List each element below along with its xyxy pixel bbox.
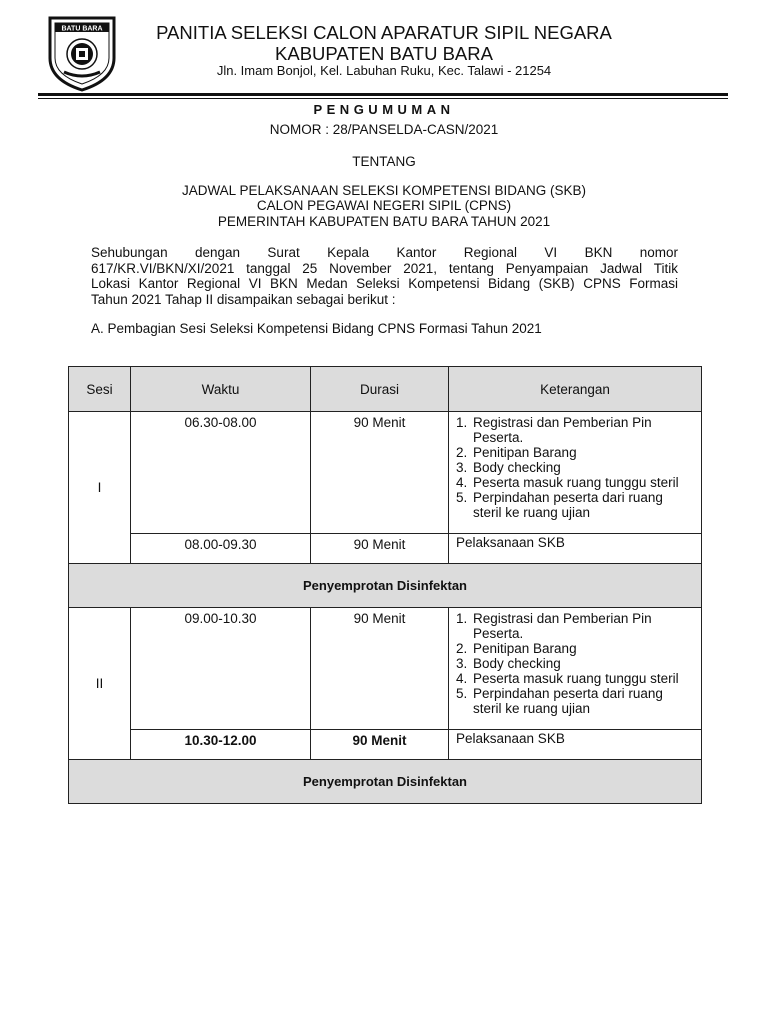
list-item: 5. Perpindahan peserta dari ruang steril ke ruang ujian: [471, 490, 693, 520]
list-item: 2. Penitipan Barang: [471, 641, 701, 656]
logo-label: BATU BARA: [61, 25, 103, 33]
list-item: 4. Peserta masuk ruang tunggu steril: [471, 671, 701, 686]
announcement-title-line: PEMERINTAH KABUPATEN BATU BARA TAHUN 2021: [217, 214, 551, 229]
list-item: 1. Registrasi dan Pemberian Pin Peserta.: [471, 611, 693, 641]
session-duration: 90 Menit: [311, 608, 449, 730]
session-notes: Pelaksanaan SKB: [449, 534, 702, 564]
table-row: [69, 730, 702, 760]
committee-name: PANITIA SELEKSI CALON APARATUR SIPIL NEGARA: [156, 22, 612, 43]
announcement-title-line: CALON PEGAWAI NEGERI SIPIL (CPNS): [256, 198, 512, 213]
session-number: II: [69, 608, 131, 760]
announcement-title-line: JADWAL PELAKSANAAN SELEKSI KOMPETENSI BIDANG (SKB): [181, 183, 587, 198]
notes-list: [453, 415, 701, 520]
announcement-heading: PENGUMUMAN: [313, 102, 455, 117]
list-item: 3. Body checking: [471, 460, 701, 475]
session-notes: [449, 608, 702, 730]
schedule-table: [68, 366, 702, 804]
header-durasi: Durasi: [311, 367, 449, 412]
session-duration: 90 Menit: [311, 730, 449, 760]
paragraph-line: Tahun 2021 Tahap II disampaikan sebagai berikut :: [91, 291, 396, 307]
disinfection-break: Penyemprotan Disinfektan: [69, 564, 702, 608]
header-keterangan: Keterangan: [449, 367, 702, 412]
table-row: [69, 564, 702, 608]
header-waktu: Waktu: [131, 367, 311, 412]
list-item: 5. Perpindahan peserta dari ruang steril ke ruang ujian: [471, 686, 693, 716]
announcement-about: TENTANG: [352, 154, 416, 169]
table-row: [69, 608, 702, 730]
paragraph-line: Sehubungan dengan Surat Kepala Kantor Regional VI BKN nomor: [91, 245, 678, 260]
table-header-row: [69, 367, 702, 412]
session-time: 09.00-10.30: [131, 608, 311, 730]
session-time: 08.00-09.30: [131, 534, 311, 564]
session-notes: Pelaksanaan SKB: [449, 730, 702, 760]
header-sesi: Sesi: [69, 367, 131, 412]
office-address: Jln. Imam Bonjol, Kel. Labuhan Ruku, Kec. Talawi - 21254: [216, 63, 552, 78]
session-duration: 90 Menit: [311, 534, 449, 564]
list-item: 3. Body checking: [471, 656, 701, 671]
session-notes: [449, 412, 702, 534]
paragraph-line: Lokasi Kantor Regional VI BKN Medan Seleksi Kompetensi Bidang (SKB) CPNS Formasi: [91, 276, 678, 291]
intro-paragraph: [91, 245, 678, 307]
session-duration: 90 Menit: [311, 412, 449, 534]
paragraph-line: 617/KR.VI/BKN/XI/2021 tanggal 25 November 2021, tentang Penyampaian Jadwal Titik: [91, 260, 678, 276]
list-item: 4. Peserta masuk ruang tunggu steril: [471, 475, 701, 490]
letterhead-thin-rule: [38, 98, 728, 99]
announcement-number: NOMOR : 28/PANSELDA-CASN/2021: [269, 122, 499, 137]
session-time: 06.30-08.00: [131, 412, 311, 534]
session-number: I: [69, 412, 131, 564]
section-a-heading: A. Pembagian Sesi Seleksi Kompetensi Bidang CPNS Formasi Tahun 2021: [91, 321, 542, 336]
table-row: [69, 534, 702, 564]
letterhead-thick-rule: [38, 93, 728, 96]
table-row: [69, 412, 702, 534]
table-row: [69, 760, 702, 804]
notes-list: [453, 611, 701, 716]
session-time: 10.30-12.00: [131, 730, 311, 760]
regency-name: KABUPATEN BATU BARA: [275, 43, 493, 64]
disinfection-break: Penyemprotan Disinfektan: [69, 760, 702, 804]
list-item: 2. Penitipan Barang: [471, 445, 701, 460]
list-item: 1. Registrasi dan Pemberian Pin Peserta.: [471, 415, 693, 445]
regency-logo: [46, 14, 118, 92]
